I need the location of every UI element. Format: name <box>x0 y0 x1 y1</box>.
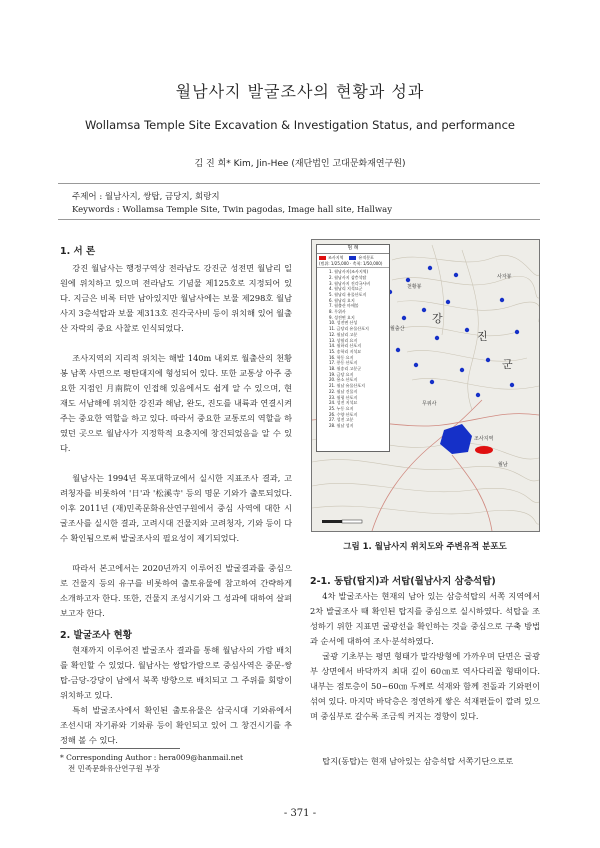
keywords-korean: 주제어 : 월남사지, 쌍탑, 금당지, 회랑지 <box>72 192 220 202</box>
legend-note: (범위: 1/25,000 · 축척: 1/50,000) <box>317 261 389 268</box>
section-1-body <box>60 261 292 621</box>
section-2-body <box>60 643 292 748</box>
survey-area-marker <box>475 446 493 454</box>
legend-item: 23. 월평 산포지 <box>329 394 358 400</box>
map-label-survey: 조사지역 <box>474 436 494 442</box>
map-label-muwisa: 무위사 <box>422 401 437 407</box>
keywords-english: Keywords : Wollamsa Temple Site, Twin pagodas, Image hall site, Hallway <box>72 205 393 215</box>
map-label-gang: 강 <box>432 312 443 325</box>
legend-item: 9. 성전면 요지 <box>329 314 355 320</box>
footnote-email: * Corresponding Author : hera009@hanmail.net <box>60 753 244 762</box>
legend-key-survey: 유적분포 <box>358 254 374 260</box>
legend-item: 14. 월하리 산포지 <box>329 343 362 349</box>
legend-item: 18. 월송리 고분군 <box>329 366 362 372</box>
legend-item: 7. 월출산 마애불 <box>329 303 359 309</box>
map-label-cheonhwangbong: 천황봉 <box>407 284 422 290</box>
legend-item: 21. 월남 유물산포지 <box>329 383 365 389</box>
legend-item: 27. 성전 고분 <box>329 417 354 423</box>
legend-item: 19. 금당 요지 <box>329 371 354 377</box>
map-label-wolnam: 월남 <box>498 462 508 468</box>
legend-item: 8. 무위사 <box>329 309 346 315</box>
legend-item: 15. 송학리 지석묘 <box>329 348 362 354</box>
legend-key-site: 조사지역 <box>328 254 344 260</box>
section-2-heading: 2. 발굴조사 현황 <box>60 630 132 641</box>
map-label-sajabong: 사자봉 <box>497 274 512 280</box>
legend-item: 26. 수양 산포지 <box>329 411 358 417</box>
footnote-rule <box>60 748 180 749</box>
map-label-wolchulsan: 월출산 <box>390 326 405 332</box>
keywords-top-rule <box>58 183 540 184</box>
paragraph: 따라서 본고에서는 2020년까지 이루어진 발굴결과를 중심으로 건물지 등의 유구를 비롯하여 출토유물에 참고하여 간략하게 소개하고자 한다. 또한, 건물지 조성시기와 그 성과에 대하여 살펴보고자 한다. <box>60 563 292 618</box>
legend-item: 6. 월남리 요지 <box>329 297 355 303</box>
section-2-1-body <box>310 589 540 769</box>
legend-item: 24. 성전 지석묘 <box>329 400 358 406</box>
paragraph: 강진 월남사는 행정구역상 전라남도 강진군 성전면 월남리 일원에 위치하고 있으며 전라남도 기념물 제125호로 지정되어 있다. 지금은 비록 터만 남아있지만 월남사에는 보물 제298호 월남사지 3층석탑과 보물 제313호 진각국사비 등이 위치해 있어 월출산 자락의 중요 사찰로 인식되었다. <box>60 263 292 333</box>
legend-item: 4. 월남리 지석묘군 <box>329 286 363 292</box>
map-label-jin: 진 <box>477 330 488 343</box>
paragraph: 월남사는 1994년 목포대학교에서 실시한 지표조사 결과, 고려청자를 비롯하여 '日'과 '松溪寺' 등의 명문 기와가 출토되었다. 이후 2011년 (재)민족문화유산연구원에서 중심 사역에 대한 시굴조사를 실시한 결과, 고려시대 건물지와 고려청자, 기와 등이 다수 확인됨으로써 발굴조사의 필요성이 제기되었다. <box>60 473 292 543</box>
section-1-heading: 1. 서 론 <box>60 246 96 257</box>
legend-item: 2. 월남사지 삼층석탑 <box>329 274 367 280</box>
legend-swatch-survey <box>349 256 356 260</box>
footnote-affiliation: 전 민족문화유산연구원 부장 <box>68 764 160 773</box>
page-number: - 371 - <box>283 808 317 819</box>
legend-item: 20. 용소 산포지 <box>329 377 358 383</box>
legend-item: 25. 누동 요지 <box>329 405 354 411</box>
legend-item: 3. 월남사지 진각국사비 <box>329 280 371 286</box>
legend-item: 12. 월남리 고분 <box>329 331 358 337</box>
paragraph: 탑지(동탑)는 현재 남아있는 삼층석탑 서쪽기단으로로 <box>322 756 514 766</box>
legend-item: 1. 월남사지(조사지역) <box>329 269 369 275</box>
legend-item: 5. 월남리 유물산포지 <box>329 291 367 297</box>
legend-list <box>317 269 389 429</box>
section-2-1-heading: 2-1. 동탑(탑지)과 서탑(월남사지 삼층석탑) <box>310 576 496 587</box>
paragraph: 굴광 기초부는 평면 형태가 말각방형에 가까우며 단면은 굴광부 상면에서 바닥까지 최대 깊이 60㎝로 역사다리꼴 형태이다. 내부는 점토층이 50~60㎝ 두께로 석재와 함께 전돌과 기와편이 섞여 있다. 마지막 바닥층은 정연하게 쌓은 석재편들이 깔려 있으며 중심부로 갈수록 조금씩 커지는 경향이 있다. <box>310 651 540 721</box>
map-legend <box>316 244 390 452</box>
legend-swatch-site <box>319 256 326 260</box>
keywords-bottom-rule <box>58 219 540 220</box>
paragraph: 특히 발굴조사에서 확인된 출토유물은 삼국시대 기와류에서 조선시대 자기류와 기와류 등이 확인되고 있어 그 창건시기를 추정해 볼 수 있다. <box>60 705 292 745</box>
scale-bar <box>322 520 362 523</box>
paper-subtitle: Wollamsa Temple Site Excavation & Investigation Status, and performance <box>85 118 515 132</box>
paragraph: 조사지역의 지리적 위치는 해발 140m 내외로 월출산의 천황봉 남쪽 사면으로 평탄대지에 형성되어 있다. 또한 교통상 아주 중요한 지점인 月南院이 인접해 있음에서도 쉽게 알 수 있으며, 현재도 서남해에 위치한 강진과 해남, 완도, 진도를 내륙과 연결시켜 주는 중요한 역할을 하고 있다. 따라서 중요한 교통로의 역할을 하였던 곳으로 월남사가 지정학적 요충지에 창건되었음을 알 수 있다. <box>60 353 292 453</box>
figure-caption: 그림 1. 월남사지 위치도와 주변유적 분포도 <box>343 542 507 552</box>
paragraph: 현재까지 이루어진 발굴조사 결과를 통해 월남사의 가람 배치를 확인할 수 있었다. 월남사는 쌍탑가람으로 중심사역은 중문-쌍탑-금당-강당이 남에서 북쪽 방향으로 배치되고 그 주위를 회랑이 위치하고 있다. <box>60 645 292 700</box>
paper-title: 월남사지 발굴조사의 현황과 성과 <box>175 82 425 101</box>
legend-title: 범 례 <box>317 245 389 254</box>
paragraph: 4차 발굴조사는 현재의 남아 있는 삼층석탑의 서쪽 지역에서 2차 발굴조사 때 확인된 탑지를 중심으로 실시하였다. 석탑을 조성하기 위한 지표면 굴광선을 확인하는 것을 중심으로 구축 방법과 순서에 대하여 조사·분석하였다. <box>310 591 540 646</box>
legend-item: 11. 금당리 유물산포지 <box>329 326 369 332</box>
legend-item: 28. 월남 성지 <box>329 423 354 429</box>
legend-item: 13. 상월리 요지 <box>329 337 358 343</box>
legend-item: 22. 월남 건물지 <box>329 388 358 394</box>
legend-item: 16. 학동 요지 <box>329 354 354 360</box>
map-label-gun: 군 <box>502 358 513 371</box>
author-line: 김 진 희* Kim, Jin-Hee (재단법인 고대문화재연구원) <box>194 159 406 169</box>
legend-item: 10. 성전면 산성 <box>329 320 358 326</box>
legend-item: 17. 풍동 산포지 <box>329 360 358 366</box>
